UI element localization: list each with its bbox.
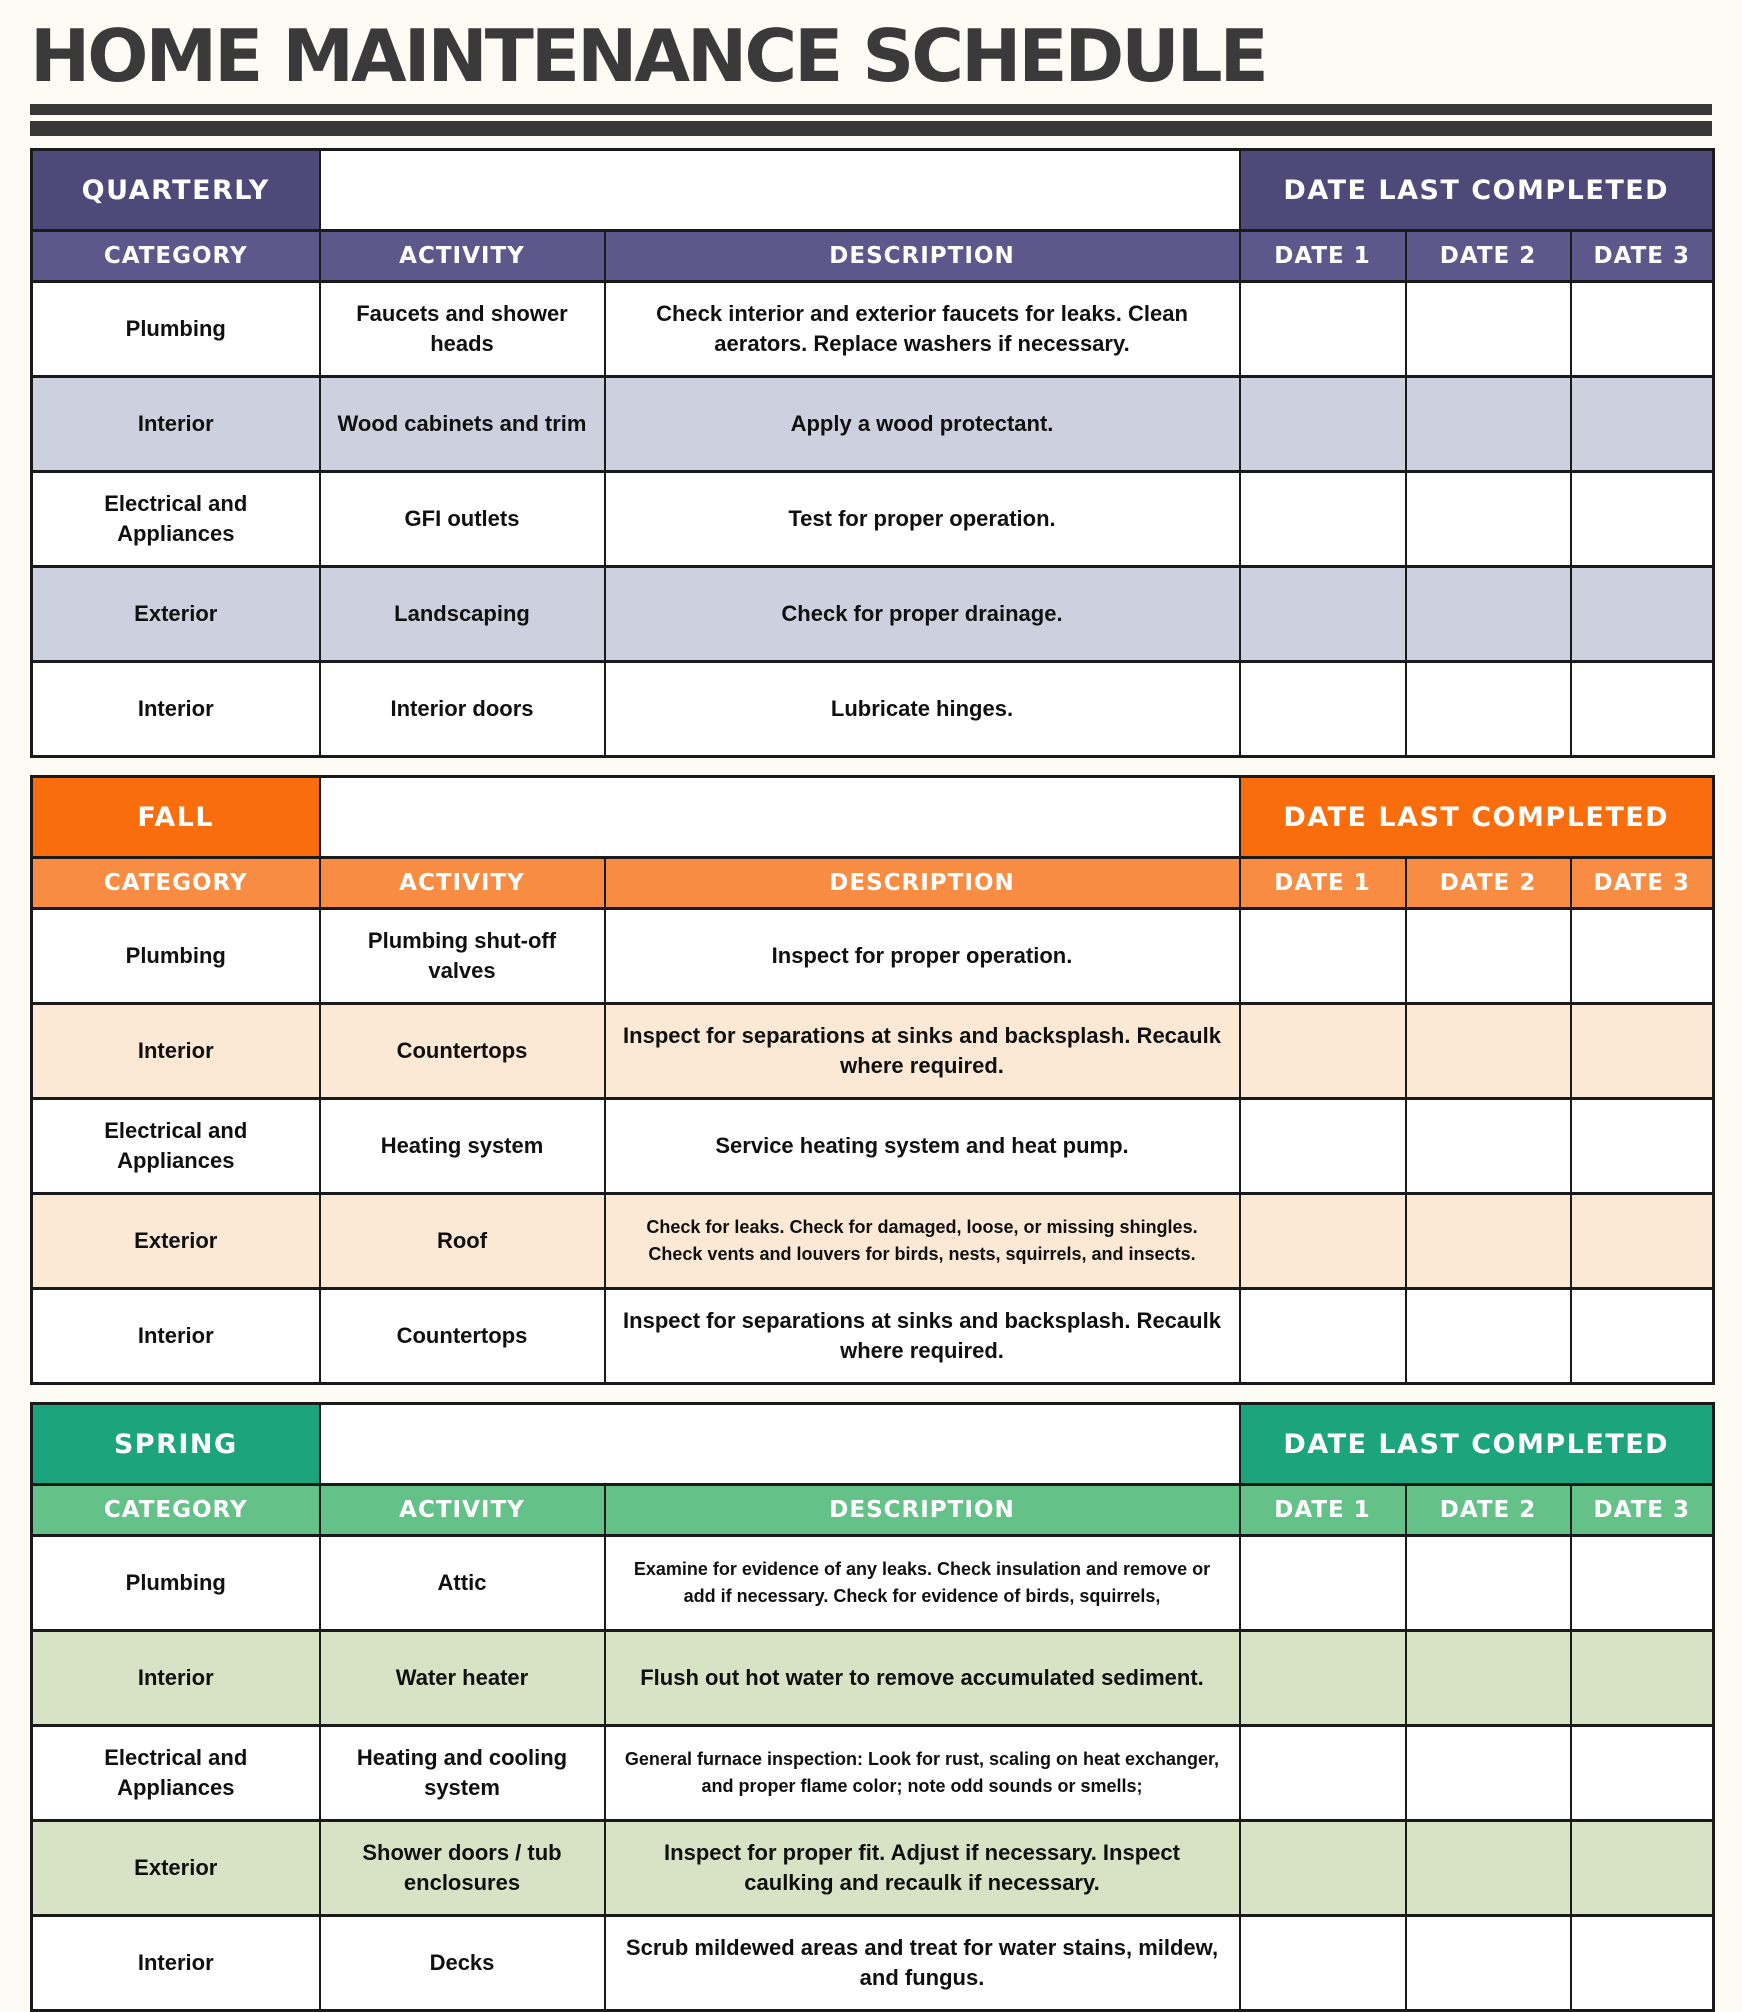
description-cell: Apply a wood protectant.	[605, 377, 1240, 472]
description-cell: Check for leaks. Check for damaged, loose, or missing shingles. Check vents and louvers for birds, nests, squirrels, and insects.	[605, 1194, 1240, 1289]
description-cell: General furnace inspection: Look for rust, scaling on heat exchanger, and proper flame color; note odd sounds or smells;	[605, 1726, 1240, 1821]
spring-column-header-activity: ACTIVITY	[320, 1485, 605, 1536]
category-cell: Interior	[32, 662, 320, 757]
date-1-cell	[1240, 1194, 1406, 1289]
title-divider-bar-bottom	[30, 121, 1712, 136]
category-cell: Interior	[32, 377, 320, 472]
date-3-cell	[1571, 1821, 1714, 1916]
quarterly-column-header-date-2: DATE 2	[1406, 231, 1571, 282]
category-cell: Electrical and Appliances	[32, 1726, 320, 1821]
date-1-cell	[1240, 1631, 1406, 1726]
fall-column-header-category: CATEGORY	[32, 858, 320, 909]
date-1-cell	[1240, 1916, 1406, 2011]
spring-column-header-category: CATEGORY	[32, 1485, 320, 1536]
date-1-cell	[1240, 1726, 1406, 1821]
description-cell: Check interior and exterior faucets for leaks. Clean aerators. Replace washers if necessary.	[605, 282, 1240, 377]
fall-row-2	[32, 1004, 1714, 1099]
activity-cell: Countertops	[320, 1004, 605, 1099]
quarterly-band-row	[32, 150, 1714, 231]
category-cell: Interior	[32, 1631, 320, 1726]
date-2-cell	[1406, 1099, 1571, 1194]
quarterly-band-spacer	[320, 150, 1240, 231]
date-1-cell	[1240, 567, 1406, 662]
fall-row-1	[32, 909, 1714, 1004]
description-cell: Service heating system and heat pump.	[605, 1099, 1240, 1194]
activity-cell: Water heater	[320, 1631, 605, 1726]
date-1-cell	[1240, 1004, 1406, 1099]
spring-column-header-date-1: DATE 1	[1240, 1485, 1406, 1536]
activity-cell: Countertops	[320, 1289, 605, 1384]
date-1-cell	[1240, 1289, 1406, 1384]
date-3-cell	[1571, 1099, 1714, 1194]
fall-table	[30, 775, 1715, 1385]
fall-band-row	[32, 777, 1714, 858]
spring-season-label: SPRING	[32, 1404, 320, 1485]
spring-row-3	[32, 1726, 1714, 1821]
spring-row-2	[32, 1631, 1714, 1726]
category-cell: Exterior	[32, 1821, 320, 1916]
page-title: HOME MAINTENANCE SCHEDULE	[30, 14, 1266, 98]
category-cell: Interior	[32, 1916, 320, 2011]
quarterly-row-5	[32, 662, 1714, 757]
spring-row-5	[32, 1916, 1714, 2011]
spring-column-header-date-3: DATE 3	[1571, 1485, 1714, 1536]
description-cell: Test for proper operation.	[605, 472, 1240, 567]
date-3-cell	[1571, 472, 1714, 567]
date-2-cell	[1406, 1536, 1571, 1631]
quarterly-row-1	[32, 282, 1714, 377]
description-cell: Inspect for proper operation.	[605, 909, 1240, 1004]
activity-cell: Faucets and shower heads	[320, 282, 605, 377]
date-2-cell	[1406, 1194, 1571, 1289]
activity-cell: Wood cabinets and trim	[320, 377, 605, 472]
quarterly-row-4	[32, 567, 1714, 662]
activity-cell: Heating system	[320, 1099, 605, 1194]
description-cell: Examine for evidence of any leaks. Check insulation and remove or add if necessary. Check for evidence of birds, squirrels,	[605, 1536, 1240, 1631]
date-2-cell	[1406, 662, 1571, 757]
quarterly-season-label: QUARTERLY	[32, 150, 320, 231]
fall-row-4	[32, 1194, 1714, 1289]
activity-cell: Landscaping	[320, 567, 605, 662]
activity-cell: Interior doors	[320, 662, 605, 757]
spring-band-row	[32, 1404, 1714, 1485]
category-cell: Exterior	[32, 567, 320, 662]
fall-date-last-completed-label: DATE LAST COMPLETED	[1240, 777, 1714, 858]
date-2-cell	[1406, 1821, 1571, 1916]
category-cell: Plumbing	[32, 1536, 320, 1631]
category-cell: Interior	[32, 1289, 320, 1384]
description-cell: Check for proper drainage.	[605, 567, 1240, 662]
activity-cell: Plumbing shut-off valves	[320, 909, 605, 1004]
spring-row-1	[32, 1536, 1714, 1631]
date-3-cell	[1571, 909, 1714, 1004]
quarterly-row-3	[32, 472, 1714, 567]
tables	[30, 148, 1712, 2012]
date-1-cell	[1240, 1821, 1406, 1916]
description-cell: Inspect for separations at sinks and backsplash. Recaulk where required.	[605, 1004, 1240, 1099]
description-cell: Scrub mildewed areas and treat for water stains, mildew, and fungus.	[605, 1916, 1240, 2011]
date-1-cell	[1240, 472, 1406, 567]
date-1-cell	[1240, 1536, 1406, 1631]
category-cell: Interior	[32, 1004, 320, 1099]
fall-column-header-activity: ACTIVITY	[320, 858, 605, 909]
activity-cell: Heating and cooling system	[320, 1726, 605, 1821]
date-3-cell	[1571, 567, 1714, 662]
category-cell: Exterior	[32, 1194, 320, 1289]
date-2-cell	[1406, 567, 1571, 662]
quarterly-column-header-category: CATEGORY	[32, 231, 320, 282]
date-3-cell	[1571, 282, 1714, 377]
date-2-cell	[1406, 1726, 1571, 1821]
quarterly-table	[30, 148, 1715, 758]
category-cell: Electrical and Appliances	[32, 472, 320, 567]
date-3-cell	[1571, 377, 1714, 472]
date-1-cell	[1240, 377, 1406, 472]
category-cell: Electrical and Appliances	[32, 1099, 320, 1194]
quarterly-date-last-completed-label: DATE LAST COMPLETED	[1240, 150, 1714, 231]
activity-cell: Decks	[320, 1916, 605, 2011]
date-2-cell	[1406, 377, 1571, 472]
quarterly-column-header-description: DESCRIPTION	[605, 231, 1240, 282]
date-2-cell	[1406, 1916, 1571, 2011]
fall-column-header-date-1: DATE 1	[1240, 858, 1406, 909]
date-3-cell	[1571, 1289, 1714, 1384]
quarterly-column-header-row	[32, 231, 1714, 282]
date-2-cell	[1406, 282, 1571, 377]
date-2-cell	[1406, 472, 1571, 567]
activity-cell: Attic	[320, 1536, 605, 1631]
title-divider-bar-top	[30, 104, 1712, 115]
activity-cell: GFI outlets	[320, 472, 605, 567]
quarterly-column-header-date-1: DATE 1	[1240, 231, 1406, 282]
description-cell: Inspect for proper fit. Adjust if necessary. Inspect caulking and recaulk if necessary.	[605, 1821, 1240, 1916]
activity-cell: Roof	[320, 1194, 605, 1289]
quarterly-column-header-date-3: DATE 3	[1571, 231, 1714, 282]
date-3-cell	[1571, 1726, 1714, 1821]
date-3-cell	[1571, 1916, 1714, 2011]
date-1-cell	[1240, 909, 1406, 1004]
date-3-cell	[1571, 1536, 1714, 1631]
fall-row-5	[32, 1289, 1714, 1384]
date-1-cell	[1240, 1099, 1406, 1194]
spring-row-4	[32, 1821, 1714, 1916]
fall-column-header-date-3: DATE 3	[1571, 858, 1714, 909]
date-2-cell	[1406, 909, 1571, 1004]
quarterly-column-header-activity: ACTIVITY	[320, 231, 605, 282]
spring-date-last-completed-label: DATE LAST COMPLETED	[1240, 1404, 1714, 1485]
date-1-cell	[1240, 282, 1406, 377]
quarterly-row-2	[32, 377, 1714, 472]
fall-column-header-row	[32, 858, 1714, 909]
date-2-cell	[1406, 1631, 1571, 1726]
spring-column-header-description: DESCRIPTION	[605, 1485, 1240, 1536]
date-3-cell	[1571, 1631, 1714, 1726]
description-cell: Inspect for separations at sinks and backsplash. Recaulk where required.	[605, 1289, 1240, 1384]
spring-column-header-row	[32, 1485, 1714, 1536]
spring-column-header-date-2: DATE 2	[1406, 1485, 1571, 1536]
fall-column-header-date-2: DATE 2	[1406, 858, 1571, 909]
description-cell: Lubricate hinges.	[605, 662, 1240, 757]
date-3-cell	[1571, 662, 1714, 757]
date-3-cell	[1571, 1004, 1714, 1099]
description-cell: Flush out hot water to remove accumulated sediment.	[605, 1631, 1240, 1726]
spring-band-spacer	[320, 1404, 1240, 1485]
fall-row-3	[32, 1099, 1714, 1194]
date-2-cell	[1406, 1004, 1571, 1099]
fall-band-spacer	[320, 777, 1240, 858]
date-1-cell	[1240, 662, 1406, 757]
fall-season-label: FALL	[32, 777, 320, 858]
date-3-cell	[1571, 1194, 1714, 1289]
spring-table	[30, 1402, 1715, 2012]
date-2-cell	[1406, 1289, 1571, 1384]
fall-column-header-description: DESCRIPTION	[605, 858, 1240, 909]
category-cell: Plumbing	[32, 282, 320, 377]
category-cell: Plumbing	[32, 909, 320, 1004]
activity-cell: Shower doors / tub enclosures	[320, 1821, 605, 1916]
